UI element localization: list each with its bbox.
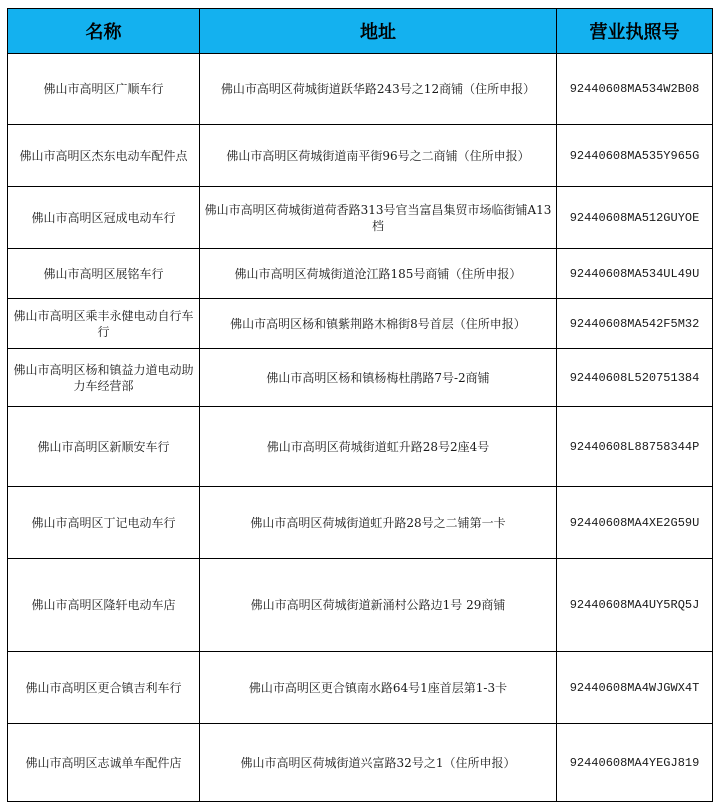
- cell-license: 92440608L520751384: [557, 349, 713, 407]
- cell-license: 92440608MA534UL49U: [557, 249, 713, 299]
- cell-license: 92440608MA534W2B08: [557, 54, 713, 125]
- cell-address: 佛山市高明区荷城街道荷香路313号官当富昌集贸市场临街铺A13档: [200, 187, 557, 249]
- header-license: 营业执照号: [557, 9, 713, 54]
- table-row: [8, 187, 713, 249]
- cell-license: 92440608L88758344P: [557, 407, 713, 487]
- cell-address: 佛山市高明区荷城街道兴富路32号之1（住所申报）: [200, 724, 557, 802]
- cell-name: 佛山市高明区杰东电动车配件点: [8, 125, 200, 187]
- cell-address: 佛山市高明区荷城街道虹升路28号之二铺第一卡: [200, 487, 557, 559]
- cell-license: 92440608MA4UY5RQ5J: [557, 559, 713, 652]
- cell-address: 佛山市高明区荷城街道沧江路185号商铺（住所申报）: [200, 249, 557, 299]
- cell-name: 佛山市高明区新顺安车行: [8, 407, 200, 487]
- cell-license: 92440608MA512GUYOE: [557, 187, 713, 249]
- cell-license: 92440608MA535Y965G: [557, 125, 713, 187]
- cell-name: 佛山市高明区隆轩电动车店: [8, 559, 200, 652]
- header-name: 名称: [8, 9, 200, 54]
- cell-name: 佛山市高明区志诚单车配件店: [8, 724, 200, 802]
- table-row: [8, 407, 713, 487]
- cell-address: 佛山市高明区更合镇南水路64号1座首层第1-3卡: [200, 652, 557, 724]
- business-license-table: [7, 8, 713, 802]
- table-row: [8, 125, 713, 187]
- cell-name: 佛山市高明区更合镇吉利车行: [8, 652, 200, 724]
- cell-address: 佛山市高明区荷城街道跃华路243号之12商铺（住所申报）: [200, 54, 557, 125]
- table-row: [8, 559, 713, 652]
- cell-license: 92440608MA4YEGJ819: [557, 724, 713, 802]
- cell-name: 佛山市高明区乘丰永健电动自行车行: [8, 299, 200, 349]
- cell-license: 92440608MA4XE2G59U: [557, 487, 713, 559]
- cell-license: 92440608MA4WJGWX4T: [557, 652, 713, 724]
- cell-name: 佛山市高明区广顺车行: [8, 54, 200, 125]
- header-row: [8, 9, 713, 54]
- cell-address: 佛山市高明区杨和镇杨梅杜鹃路7号-2商铺: [200, 349, 557, 407]
- cell-name: 佛山市高明区杨和镇益力道电动助力车经营部: [8, 349, 200, 407]
- table-row: [8, 54, 713, 125]
- table-row: [8, 487, 713, 559]
- table-row: [8, 652, 713, 724]
- cell-address: 佛山市高明区荷城街道新涌村公路边1号 29商铺: [200, 559, 557, 652]
- table-row: [8, 349, 713, 407]
- cell-license: 92440608MA542F5M32: [557, 299, 713, 349]
- table-header: [8, 9, 713, 54]
- header-address: 地址: [200, 9, 557, 54]
- cell-name: 佛山市高明区展铭车行: [8, 249, 200, 299]
- cell-name: 佛山市高明区冠成电动车行: [8, 187, 200, 249]
- cell-address: 佛山市高明区荷城街道南平街96号之二商铺（住所申报）: [200, 125, 557, 187]
- table-row: [8, 724, 713, 802]
- cell-address: 佛山市高明区杨和镇紫荆路木棉街8号首层（住所申报）: [200, 299, 557, 349]
- table-row: [8, 249, 713, 299]
- cell-address: 佛山市高明区荷城街道虹升路28号2座4号: [200, 407, 557, 487]
- table-row: [8, 299, 713, 349]
- cell-name: 佛山市高明区丁记电动车行: [8, 487, 200, 559]
- table-body: [8, 54, 713, 802]
